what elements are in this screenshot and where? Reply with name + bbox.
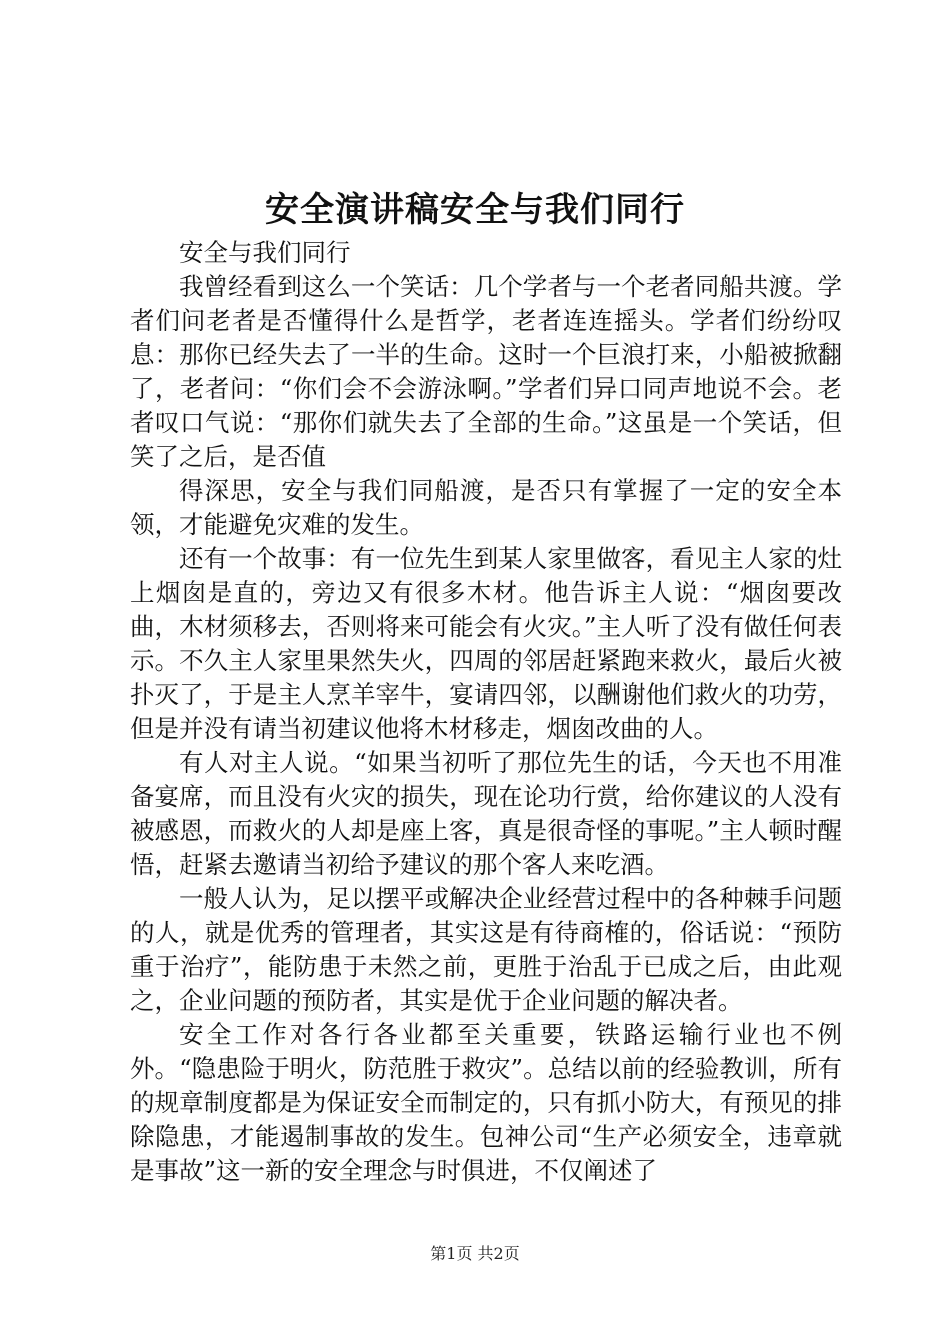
paragraph: 一般人认为，足以摆平或解决企业经营过程中的各种棘手问题的人，就是优秀的管理者，其实这是有待商榷的，俗话说：“预防重于治疗”，能防患于未然之前，更胜于治乱于已成之后，由此观之，企业问题的预防者，其实是优于企业问题的解决者。 bbox=[130, 884, 842, 1015]
paragraph: 安全工作对各行各业都至关重要，铁路运输行业也不例外。“隐患险于明火，防范胜于救灾”。总结以前的经验教训，所有的规章制度都是为保证安全而制定的，只有抓小防大，有预见的排除隐患，才能遏制事故的发生。包神公司“生产必须安全，违章就是事故”这一新的安全理念与时俱进，不仅阐述了 bbox=[130, 1020, 842, 1185]
page-number-footer: 第1页 共2页 bbox=[430, 1244, 520, 1263]
paragraph: 我曾经看到这么一个笑话：几个学者与一个老者同船共渡。学者们问老者是否懂得什么是哲学，老者连连摇头。学者们纷纷叹息：那你已经失去了一半的生命。这时一个巨浪打来，小船被掀翻了，老者问：“你们会不会游泳啊。”学者们异口同声地说不会。老者叹口气说：“那你们就失去了全部的生命。”这虽是一个笑话，但笑了之后，是否值 bbox=[130, 272, 842, 471]
paragraph: 有人对主人说。“如果当初听了那位先生的话，今天也不用准备宴席，而且没有火灾的损失，现在论功行赏，给你建议的人没有被感恩，而救火的人却是座上客，真是很奇怪的事呢。”主人顿时醒悟，赶紧去邀请当初给予建议的那个客人来吃酒。 bbox=[130, 748, 842, 879]
paragraph: 得深思，安全与我们同船渡，是否只有掌握了一定的安全本领，才能避免灾难的发生。 bbox=[130, 476, 842, 539]
document-body bbox=[130, 236, 842, 1188]
paragraph: 安全与我们同行 bbox=[179, 238, 351, 267]
document-title: 安全演讲稿安全与我们同行 bbox=[265, 190, 685, 230]
paragraph: 还有一个故事：有一位先生到某人家里做客，看见主人家的灶上烟囱是直的，旁边又有很多木材。他告诉主人说：“烟囱要改曲，木材须移去，否则将来可能会有火灾。”主人听了没有做任何表示。不久主人家里果然失火，四周的邻居赶紧跑来救火，最后火被扑灭了，于是主人烹羊宰牛，宴请四邻，以酬谢他们救火的功劳，但是并没有请当初建议他将木材移走，烟囱改曲的人。 bbox=[130, 544, 842, 743]
